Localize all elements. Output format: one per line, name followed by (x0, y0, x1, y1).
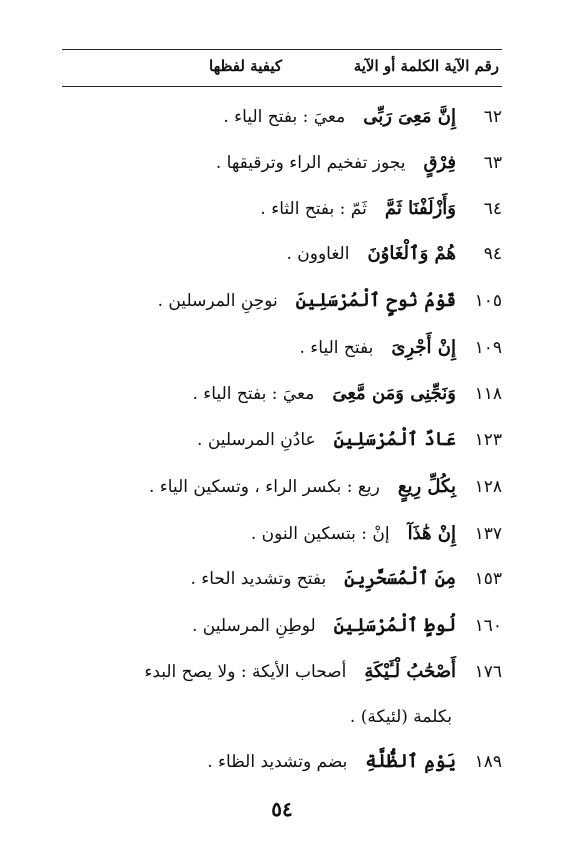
verse-text: وَأَزْلَفْنَا ثَمَّ (384, 198, 456, 219)
list-item (48, 243, 502, 265)
verse-number: ٩٤ (483, 244, 502, 264)
header-verse-column: رقم الآية الكلمة أو الآية (353, 57, 499, 75)
list-item (48, 661, 502, 683)
verse-text: مِنَ ٱلْمُسَحَّرِينَ (344, 568, 456, 589)
verse-number: ١٥٣ (474, 569, 502, 589)
pronunciation-text: ثَمّ : بفتح الثاء . (260, 199, 367, 219)
verse-text: قَوْمُ نُوحٍ ٱلْمُرْسَلِينَ (295, 290, 456, 311)
pronunciation-text: لوطِنِ المرسلين . (192, 616, 316, 636)
pronunciation-text: نوحِنِ المرسلين . (157, 291, 278, 311)
pronunciation-text: الغاوون . (286, 244, 350, 264)
list-item (48, 290, 502, 312)
verse-text: بِكُلِّ رِيعٍ (397, 476, 456, 497)
list-item (48, 106, 502, 128)
verse-text: إِنْ هَٰذَآ (407, 523, 456, 544)
pronunciation-text: أصحاب الأيكة : ولا يصح البدء (144, 662, 347, 682)
list-item (48, 198, 502, 220)
verse-number: ١٢٨ (474, 477, 502, 497)
verse-number: ١٠٥ (474, 291, 502, 311)
verse-text: لُوطٍ ٱلْمُرْسَلِينَ (333, 615, 456, 636)
list-item (48, 429, 502, 451)
verse-number: ٦٢ (483, 107, 502, 127)
verse-number: ١٣٧ (474, 524, 502, 544)
header-top-rule (62, 49, 502, 50)
header-bottom-rule (62, 86, 502, 87)
verse-number: ١١٨ (474, 384, 502, 404)
pronunciation-text: معيَ : بفتح الياء . (223, 107, 346, 127)
verse-number: ١٨٩ (474, 752, 502, 772)
list-item (48, 383, 502, 405)
verse-text: هُمْ وَٱلْغَاوُنَ (367, 243, 456, 264)
pronunciation-text: إنْ : بتسكين النون . (250, 524, 390, 544)
pronunciation-text: بضم وتشديد الظاء . (207, 752, 348, 772)
list-item (48, 751, 502, 773)
verse-number: ١٧٦ (474, 662, 502, 682)
pronunciation-text: يجوز تفخيم الراء وترقيقها . (215, 153, 406, 173)
pronunciation-text: ريع : بكسر الراء ، وتسكين الياء . (148, 477, 380, 497)
header-pronunciation-column: كيفية لفظها (209, 57, 282, 75)
verse-text: وَنَجِّنِى وَمَن مَّعِىَ (332, 383, 456, 404)
verse-number: ٦٤ (483, 199, 502, 219)
list-item (48, 615, 502, 637)
pronunciation-text: معيَ : بفتح الياء . (192, 384, 315, 404)
verse-text: يَوْمِ ٱلظُّلَّةِ (365, 751, 456, 772)
verse-number: ١٦٠ (474, 616, 502, 636)
page-number: ٥٤ (271, 797, 293, 821)
list-item (48, 476, 502, 498)
verse-number: ١٠٩ (474, 338, 502, 358)
list-item (48, 523, 502, 545)
pronunciation-text: بفتح الياء . (299, 338, 374, 358)
verse-number: ٦٣ (483, 153, 502, 173)
verse-text: إِنَّ مَعِىَ رَبِّى (363, 106, 456, 127)
list-item (48, 337, 502, 359)
list-item (48, 568, 502, 590)
verse-text: إِنْ أَجْرِىَ (391, 337, 456, 358)
verse-text: أَصْحَٰبُ لْـَٔيْكَةِ (364, 661, 456, 682)
pronunciation-continuation: بكلمة (لئيكة) . (349, 707, 452, 727)
verse-text: عَادٌ ٱلْمُرْسَلِينَ (333, 429, 456, 450)
pronunciation-text: بفتح وتشديد الحاء . (190, 569, 327, 589)
list-item (48, 152, 502, 174)
pronunciation-text: عادُنِ المرسلين . (197, 430, 316, 450)
verse-number: ١٢٣ (474, 430, 502, 450)
verse-text: فِرْقٍ (423, 152, 456, 173)
